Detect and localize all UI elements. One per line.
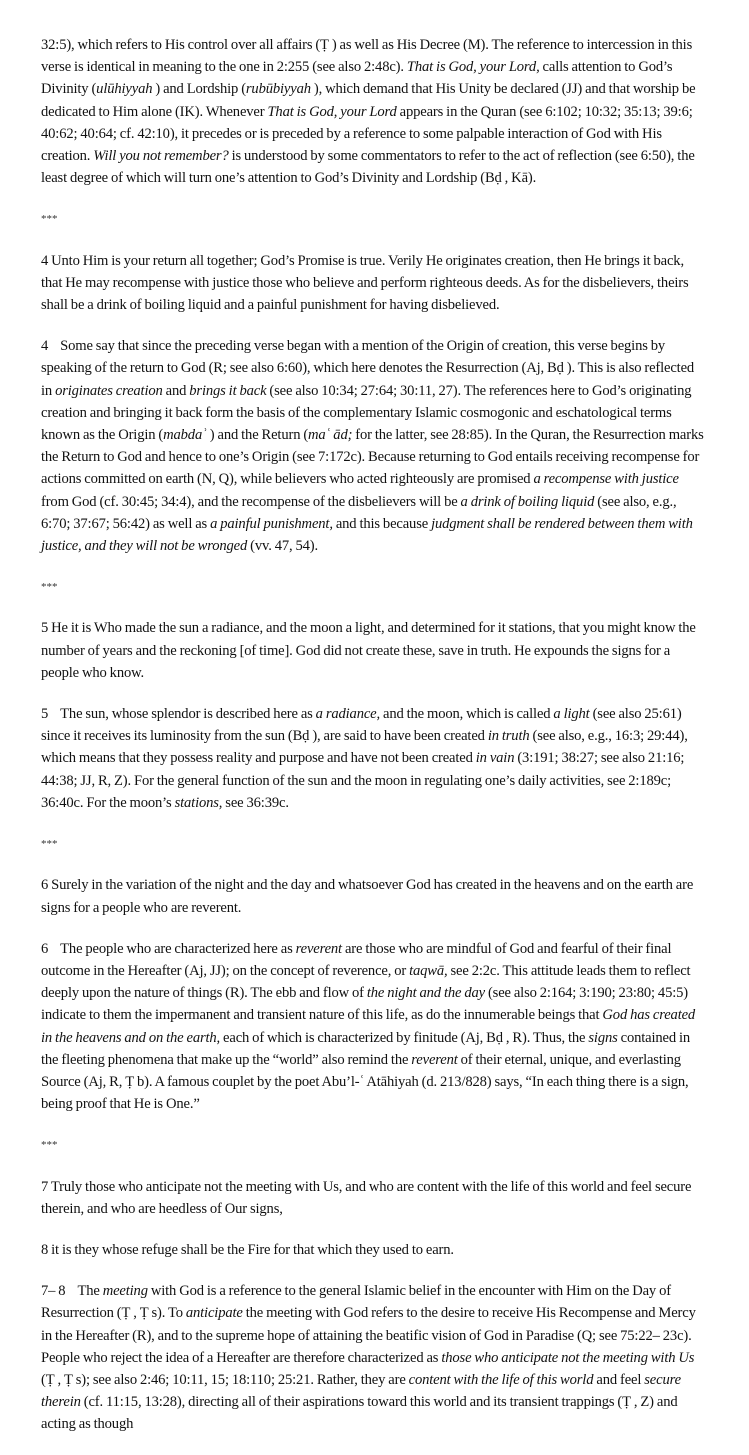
section-separator (41, 576, 706, 598)
text-run: (see also 2:164; 3:190; 23:80; 45:5) indicate to them the impermanent and transient nature of this life, as do the innumerable beings that (41, 985, 688, 1024)
italic-text: Will you not remember? (93, 148, 229, 165)
text-run: of their eternal, unique, and everlasting Source (Aj, R, Ṭ b). A famous couplet by the poet Abu’l-ʿ Atāhiyah (d. 213/828) says, “In each thing there is a sign, being proof that He is One.” (41, 1051, 689, 1113)
commentary-paragraph (41, 938, 706, 1116)
italic-text: ulūhiyyah (96, 81, 153, 98)
italic-text: a painful punishment, (210, 515, 333, 532)
commentary-paragraph (41, 335, 706, 557)
verse-paragraph (41, 617, 706, 684)
text-run: see 2:2c. This attitude leads them to reflect deeply upon the nature of things (R). The ebb and flow of (41, 962, 691, 1002)
italic-text: reverent (295, 940, 342, 957)
italic-text: signs (588, 1029, 618, 1046)
text-run: and feel (593, 1371, 645, 1388)
italic-text: a radiance, (315, 706, 380, 723)
text-run: 8 it is they whose refuge shall be the Fire for that which they used to earn. (41, 1241, 454, 1258)
text-run: *** (41, 838, 58, 851)
text-run: ) and the Return ( (206, 427, 309, 444)
section-separator (41, 1134, 706, 1156)
text-run: with God is a reference to the general Islamic belief in the encounter with Him on the Day of Resurrection (Ṭ , Ṭ s). To (41, 1283, 671, 1322)
text-run: 32:5), which refers to His control over all affairs (Ṭ ) as well as His Decree (M). The reference to intercession in this verse is identical in meaning to the one in 2:255 (see also 2:48c). (41, 37, 693, 76)
italic-text: those who anticipate not the meeting with Us (441, 1349, 695, 1366)
commentary-verse-label: 7– 8 (41, 1283, 66, 1300)
italic-text: a recompense with justice (533, 471, 679, 488)
text-run: are those who are mindful of God and fearful of their final outcome in the Hereafter (Aj, JJ); on the concept of reverence, or (41, 940, 672, 979)
text-run: see 36:39c. (222, 794, 289, 811)
commentary-paragraph (41, 703, 706, 814)
text-run: *** (41, 1139, 58, 1152)
italic-text: anticipate (185, 1305, 243, 1322)
italic-text: originates creation (55, 382, 163, 399)
italic-text: a light (553, 706, 590, 723)
text-run: 4 Unto Him is your return all together; God’s Promise is true. Verily He originates creation, then He brings it back, that He may recompense with justice those who believe and perform righteous deeds. As for the disbelievers, theirs shall be a drink of boiling liquid and a painful punishment for having disbelieved. (41, 252, 689, 314)
text-run: The (77, 1283, 103, 1300)
text-run: (Ṭ , Ṭ s); see also 2:46; 10:11, 15; 18:110; 25:21. Rather, they are (41, 1371, 409, 1388)
text-run: (3:191; 38:27; see also 21:16; 44:38; JJ, R, Z). For the general function of the sun and the moon in regulating one’s daily activities, see 2:189c; 36:40c. For the moon’s (41, 750, 685, 811)
commentary-paragraph (41, 34, 706, 189)
text-run: (see also 25:61) since it receives its luminosity from the sun (Bḍ ), are said to have been created (41, 706, 682, 745)
text-run: (cf. 11:15, 13:28), directing all of their aspirations toward this world and its transient trappings (Ṭ , Z) and acting as though (41, 1394, 678, 1433)
text-run: and this because (332, 515, 432, 532)
italic-text: brings it back (189, 382, 267, 399)
verse-paragraph (41, 1176, 706, 1220)
commentary-verse-label: 6 (41, 940, 49, 957)
text-run: calls attention to God’s Divinity ( (41, 59, 673, 98)
verse-paragraph (41, 874, 706, 918)
italic-text: in vain (475, 750, 515, 767)
text-run: and the moon, which is called (380, 706, 554, 723)
italic-text: taqwā, (409, 962, 448, 979)
text-run: *** (41, 581, 58, 594)
text-run: 5 He it is Who made the sun a radiance, and the moon a light, and determined for it stations, that you might know the number of years and the reckoning [of time]. God did not create these, save in truth. He expounds the signs for a people who know. (41, 620, 696, 681)
text-run: is understood by some commentators to refer to the act of reflection (see 6:50), the least degree of which will turn one’s attention to God’s Divinity and Lordship (Bḍ , Kā). (41, 148, 695, 187)
text-run: The sun, whose splendor is described here as (60, 706, 316, 723)
text-run: and (162, 382, 190, 399)
italic-text: God has created in the heavens and on the earth, (41, 1007, 696, 1046)
text-run: (see also 10:34; 27:64; 30:11, 27). The references here to God’s originating creation and bringing it back form the basis of the complementary Islamic cosmogonic and eschatological terms known as the Origin ( (41, 382, 692, 444)
italic-text: a drink of boiling liquid (460, 493, 595, 510)
text-run: (see also, e.g., 6:70; 37:67; 56:42) as well as (41, 493, 677, 532)
text-run: the meeting with God refers to the desire to receive His Recompense and Mercy in the Hereafter (R), and to the supreme hope of attaining the beatific vision of God in Paradise (Q; see 75:22– 23c). People who reject the idea of a Hereafter are therefore characterized as (41, 1305, 696, 1366)
italic-text: mabdaʾ (163, 427, 207, 444)
italic-text: That is God, your Lord (267, 103, 397, 120)
italic-text: secure therein (41, 1371, 681, 1411)
italic-text: maʿ ād; (308, 427, 353, 444)
text-run: ), which demand that His Unity be declared (JJ) and that worship be dedicated to Him alone (IK). Whenever (41, 81, 696, 120)
section-separator (41, 208, 706, 230)
italic-text: content with the life of this world (408, 1371, 594, 1388)
commentary-verse-label: 5 (41, 706, 49, 723)
italic-text: reverent (411, 1051, 458, 1068)
text-run: *** (41, 213, 58, 226)
commentary-paragraph (41, 1280, 706, 1435)
italic-text: the night and the day (366, 985, 485, 1002)
italic-text: meeting (102, 1283, 148, 1300)
italic-text: stations, (174, 794, 223, 811)
italic-text: judgment shall be rendered between them with justice, and they will not be wronged (41, 515, 693, 555)
text-run: each of which is characterized by finitude (Aj, Bḍ , R). Thus, the (220, 1029, 589, 1046)
italic-text: in truth (487, 728, 530, 745)
text-run: contained in the fleeting phenomena that make up the “world” also remind the (41, 1029, 691, 1068)
commentary-verse-label: 4 (41, 338, 49, 355)
text-run: The people who are characterized here as (60, 940, 296, 957)
text-run: from God (cf. 30:45; 34:4), and the recompense of the disbelievers will be (41, 493, 461, 510)
section-separator (41, 833, 706, 855)
text-run: (see also, e.g., 16:3; 29:44), which means that they possess reality and purpose and have not been created (41, 728, 688, 767)
document-page (41, 34, 706, 1455)
text-run: (vv. 47, 54). (247, 538, 318, 555)
text-run: 6 Surely in the variation of the night and the day and whatsoever God has created in the heavens and on the earth are signs for a people who are reverent. (41, 877, 694, 916)
text-run: Some say that since the preceding verse began with a mention of the Origin of creation, this verse begins by speaking of the return to God (R; see also 6:60), which here denotes the Resurrection (Aj, Bḍ ). This is also reflected in (41, 338, 695, 399)
verse-paragraph (41, 250, 706, 317)
verse-paragraph (41, 1239, 706, 1261)
text-run: for the latter, see 28:85). In the Quran, the Resurrection marks the Return to God and hence to one’s Origin (see 7:172c). Because returning to God entails receiving recompense for actions committed on earth (N, Q), while believers who acted righteously are promised (41, 427, 704, 488)
text-run: appears in the Quran (see 6:102; 10:32; 35:13; 39:6; 40:62; 40:64; cf. 42:10), it precedes or is preceded by a reference to some palpable interaction of God with His creation. (41, 103, 693, 165)
italic-text: rubūbiyyah (245, 81, 311, 98)
italic-text: That is God, your Lord, (406, 59, 540, 76)
text-run: 7 Truly those who anticipate not the meeting with Us, and who are content with the life of this world and feel secure therein, and who are heedless of Our signs, (41, 1178, 692, 1217)
text-run: ) and Lordship ( (152, 81, 246, 98)
